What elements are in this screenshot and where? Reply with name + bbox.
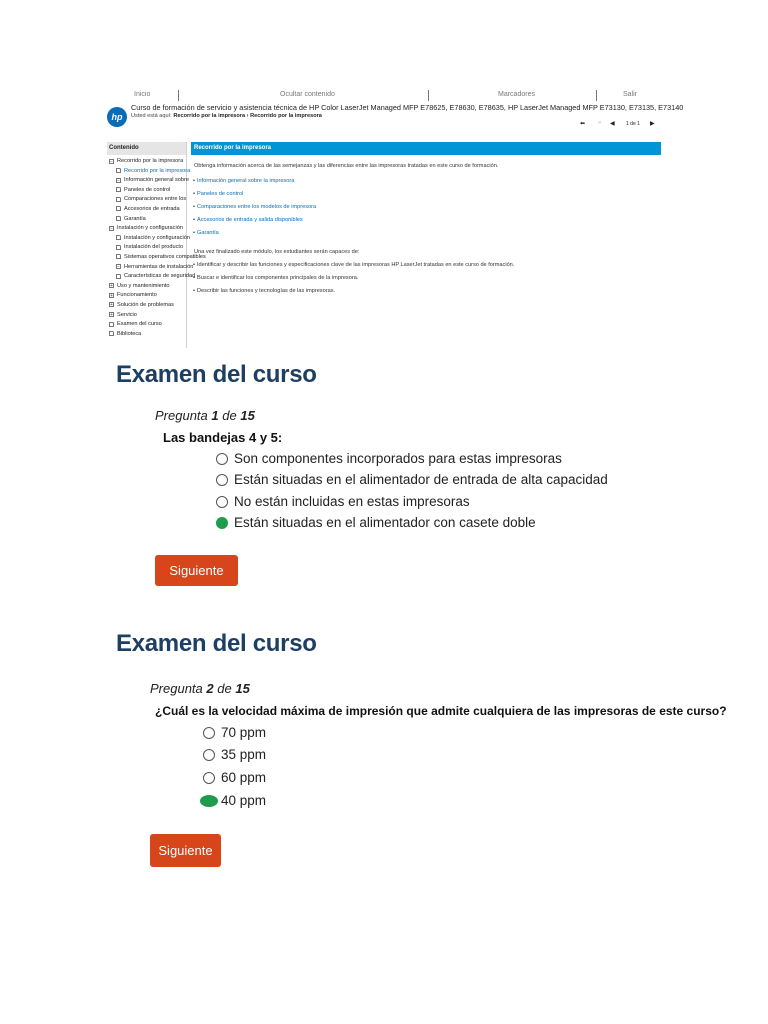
toc-item[interactable] (108, 176, 189, 186)
nav-hide-content-link[interactable]: Ocultar contenido (280, 91, 335, 98)
content-title: Recorrido por la impresora (191, 142, 661, 155)
toc-item[interactable] (108, 311, 186, 321)
toc-item[interactable] (108, 282, 186, 292)
radio-button-selected[interactable] (216, 517, 228, 529)
toc-item-label: Funcionamiento (117, 292, 157, 299)
radio-button-selected[interactable] (200, 795, 218, 807)
expand-icon[interactable]: + (110, 312, 113, 318)
page-icon (109, 322, 114, 327)
toc-item[interactable] (108, 330, 186, 340)
toc-item-label: Características de seguridad (124, 273, 196, 280)
sidebar-title: Contenido (107, 142, 186, 155)
counter-of: de (217, 681, 232, 696)
collapse-icon[interactable]: − (110, 158, 113, 165)
toc-item[interactable] (108, 320, 186, 330)
toc-item-label: Garantía (124, 215, 146, 222)
question-counter (150, 681, 250, 696)
toc-item-label: Instalación y configuración (124, 234, 190, 241)
expand-icon[interactable]: + (110, 283, 113, 290)
topic-link[interactable]: • Paneles de control (197, 191, 243, 197)
option-label: Están situadas en el alimentador de entrada de alta capacidad (234, 472, 608, 487)
top-navigation (108, 90, 660, 102)
counter-prefix: Pregunta (150, 681, 203, 696)
question-text: Las bandejas 4 y 5: (163, 430, 283, 445)
option-label: 40 ppm (221, 793, 267, 808)
page-icon (116, 206, 121, 211)
toc-item[interactable] (108, 186, 186, 196)
toc-item[interactable] (108, 291, 186, 301)
toc-item-label: Instalación y configuración (117, 225, 183, 232)
topic-link[interactable]: • Garantía (197, 230, 219, 236)
radio-button[interactable] (216, 474, 228, 486)
toc-item[interactable] (108, 167, 191, 177)
prev-page-icon[interactable]: ◀ (610, 121, 615, 127)
toc-item[interactable] (108, 234, 190, 244)
nav-home-link[interactable]: Inicio (134, 91, 151, 98)
page-icon (116, 197, 121, 202)
toc-item[interactable] (108, 272, 196, 282)
next-button[interactable]: Siguiente (155, 555, 238, 586)
toc-item-label: Servicio (117, 311, 137, 318)
option-label: Son componentes incorporados para estas impresoras (234, 451, 562, 466)
expand-icon[interactable]: + (110, 302, 113, 309)
back-arrow-icon[interactable]: ⬅ (580, 121, 586, 127)
breadcrumb (131, 113, 322, 119)
course-title: Curso de formación de servicio y asistencia técnica de HP Color LaserJet Managed MFP E78625, E78630, E78635, HP LaserJet Managed MFP E73130, E73135, E73140 (131, 103, 684, 112)
page-icon (116, 168, 121, 173)
toc-item[interactable] (108, 195, 186, 205)
outcome-item: • Buscar e identificar los componentes principales de la impresora. (197, 275, 358, 281)
toc-item-label: Instalación del producto (124, 244, 184, 251)
toc-item[interactable] (108, 253, 206, 263)
exam-title: Examen del curso (116, 630, 317, 657)
toc-item-label: Uso y mantenimiento (117, 282, 170, 289)
toc-item-label: Información general sobre (124, 177, 189, 184)
page-icon (116, 216, 121, 221)
next-page-icon[interactable]: ▶ (650, 121, 655, 127)
topic-link[interactable]: • Información general sobre la impresora (197, 178, 294, 184)
outcome-item: • Describir las funciones y tecnologías de las impresoras. (197, 288, 335, 294)
nav-separator (178, 90, 179, 101)
intro-text: Obtenga información acerca de las semejanzas y las diferencias entre las impresoras tratadas en este curso de formación. (194, 163, 499, 169)
question-number: 2 (206, 681, 214, 696)
question-counter (155, 408, 255, 423)
option-label: 35 ppm (221, 747, 267, 762)
question-total: 15 (235, 681, 250, 696)
topic-link[interactable]: • Comparaciones entre los modelos de impresora (197, 204, 316, 210)
table-of-contents (108, 157, 206, 339)
toc-item-label: Examen del curso (117, 321, 162, 328)
toc-item-label: Recorrido por la impresora (117, 158, 184, 164)
toc-item-label: Paneles de control (124, 186, 171, 193)
option-label: Están situadas en el alimentador con casete doble (234, 515, 536, 530)
toc-item-label: Solución de problemas (117, 301, 174, 308)
question-total: 15 (240, 408, 255, 423)
collapse-icon[interactable]: − (110, 225, 113, 232)
next-button[interactable]: Siguiente (150, 834, 221, 867)
hp-logo: hp (107, 107, 127, 127)
collapse-icon[interactable]: − (117, 264, 120, 271)
page-icon (116, 245, 121, 250)
question-text: ¿Cuál es la velocidad máxima de impresión que admite cualquiera de las impresoras de este curso? (155, 704, 727, 718)
toc-item[interactable] (108, 301, 186, 311)
option-label: 60 ppm (221, 770, 267, 785)
page-icon (116, 187, 121, 192)
radio-button[interactable] (216, 453, 228, 465)
outcome-item: • Identificar y describir las funciones y especificaciones clave de las impresoras HP LaserJet tratadas en este curso de formación. (197, 262, 514, 268)
page-icon (116, 274, 121, 279)
breadcrumb-prefix: Usted está aquí: (131, 113, 172, 119)
expand-icon[interactable]: + (110, 292, 113, 299)
radio-button[interactable] (203, 727, 215, 739)
radio-button[interactable] (203, 772, 215, 784)
toc-item-label: Accesorios de entrada (124, 205, 180, 212)
radio-button[interactable] (216, 496, 228, 508)
exam-title: Examen del curso (116, 361, 317, 388)
nav-exit-link[interactable]: Salir (623, 91, 638, 98)
toc-item-label: Comparaciones entre los (124, 196, 187, 203)
toc-item-label: Sistemas operativos compatibles (124, 253, 206, 260)
page-icon (109, 331, 114, 336)
option-label: No están incluidas en estas impresoras (234, 494, 470, 509)
radio-button[interactable] (203, 749, 215, 761)
toc-item[interactable] (108, 215, 186, 225)
outcomes-intro: Una vez finalizado este módulo, los estudiantes serán capaces de: (194, 249, 360, 255)
toc-item-label: Recorrido por la impresora (124, 167, 191, 174)
nav-separator (428, 90, 429, 101)
toc-item[interactable] (108, 157, 186, 167)
option-label: 70 ppm (221, 725, 267, 740)
question-number: 1 (211, 408, 219, 423)
breadcrumb-path[interactable]: Recorrido por la impresora › Recorrido por la impresora (173, 113, 322, 119)
toc-item[interactable] (108, 263, 194, 273)
nav-separator (596, 90, 597, 101)
collapse-icon[interactable]: − (117, 177, 120, 184)
toc-item[interactable] (108, 243, 186, 253)
page-icon (116, 235, 121, 240)
toc-item[interactable] (108, 224, 186, 234)
page-icon (116, 254, 121, 259)
counter-of: de (222, 408, 237, 423)
toc-item[interactable] (108, 205, 186, 215)
first-page-icon[interactable]: « (598, 120, 602, 126)
toc-item-label: Biblioteca (117, 330, 142, 337)
topic-link[interactable]: • Accesorios de entrada y salida disponibles (197, 217, 303, 223)
nav-bookmarks-link[interactable]: Marcadores (498, 91, 535, 98)
toc-item-label: Herramientas de instalación (124, 263, 194, 270)
counter-prefix: Pregunta (155, 408, 208, 423)
pager (580, 118, 660, 130)
page-indicator: 1 de 1 (626, 120, 640, 127)
